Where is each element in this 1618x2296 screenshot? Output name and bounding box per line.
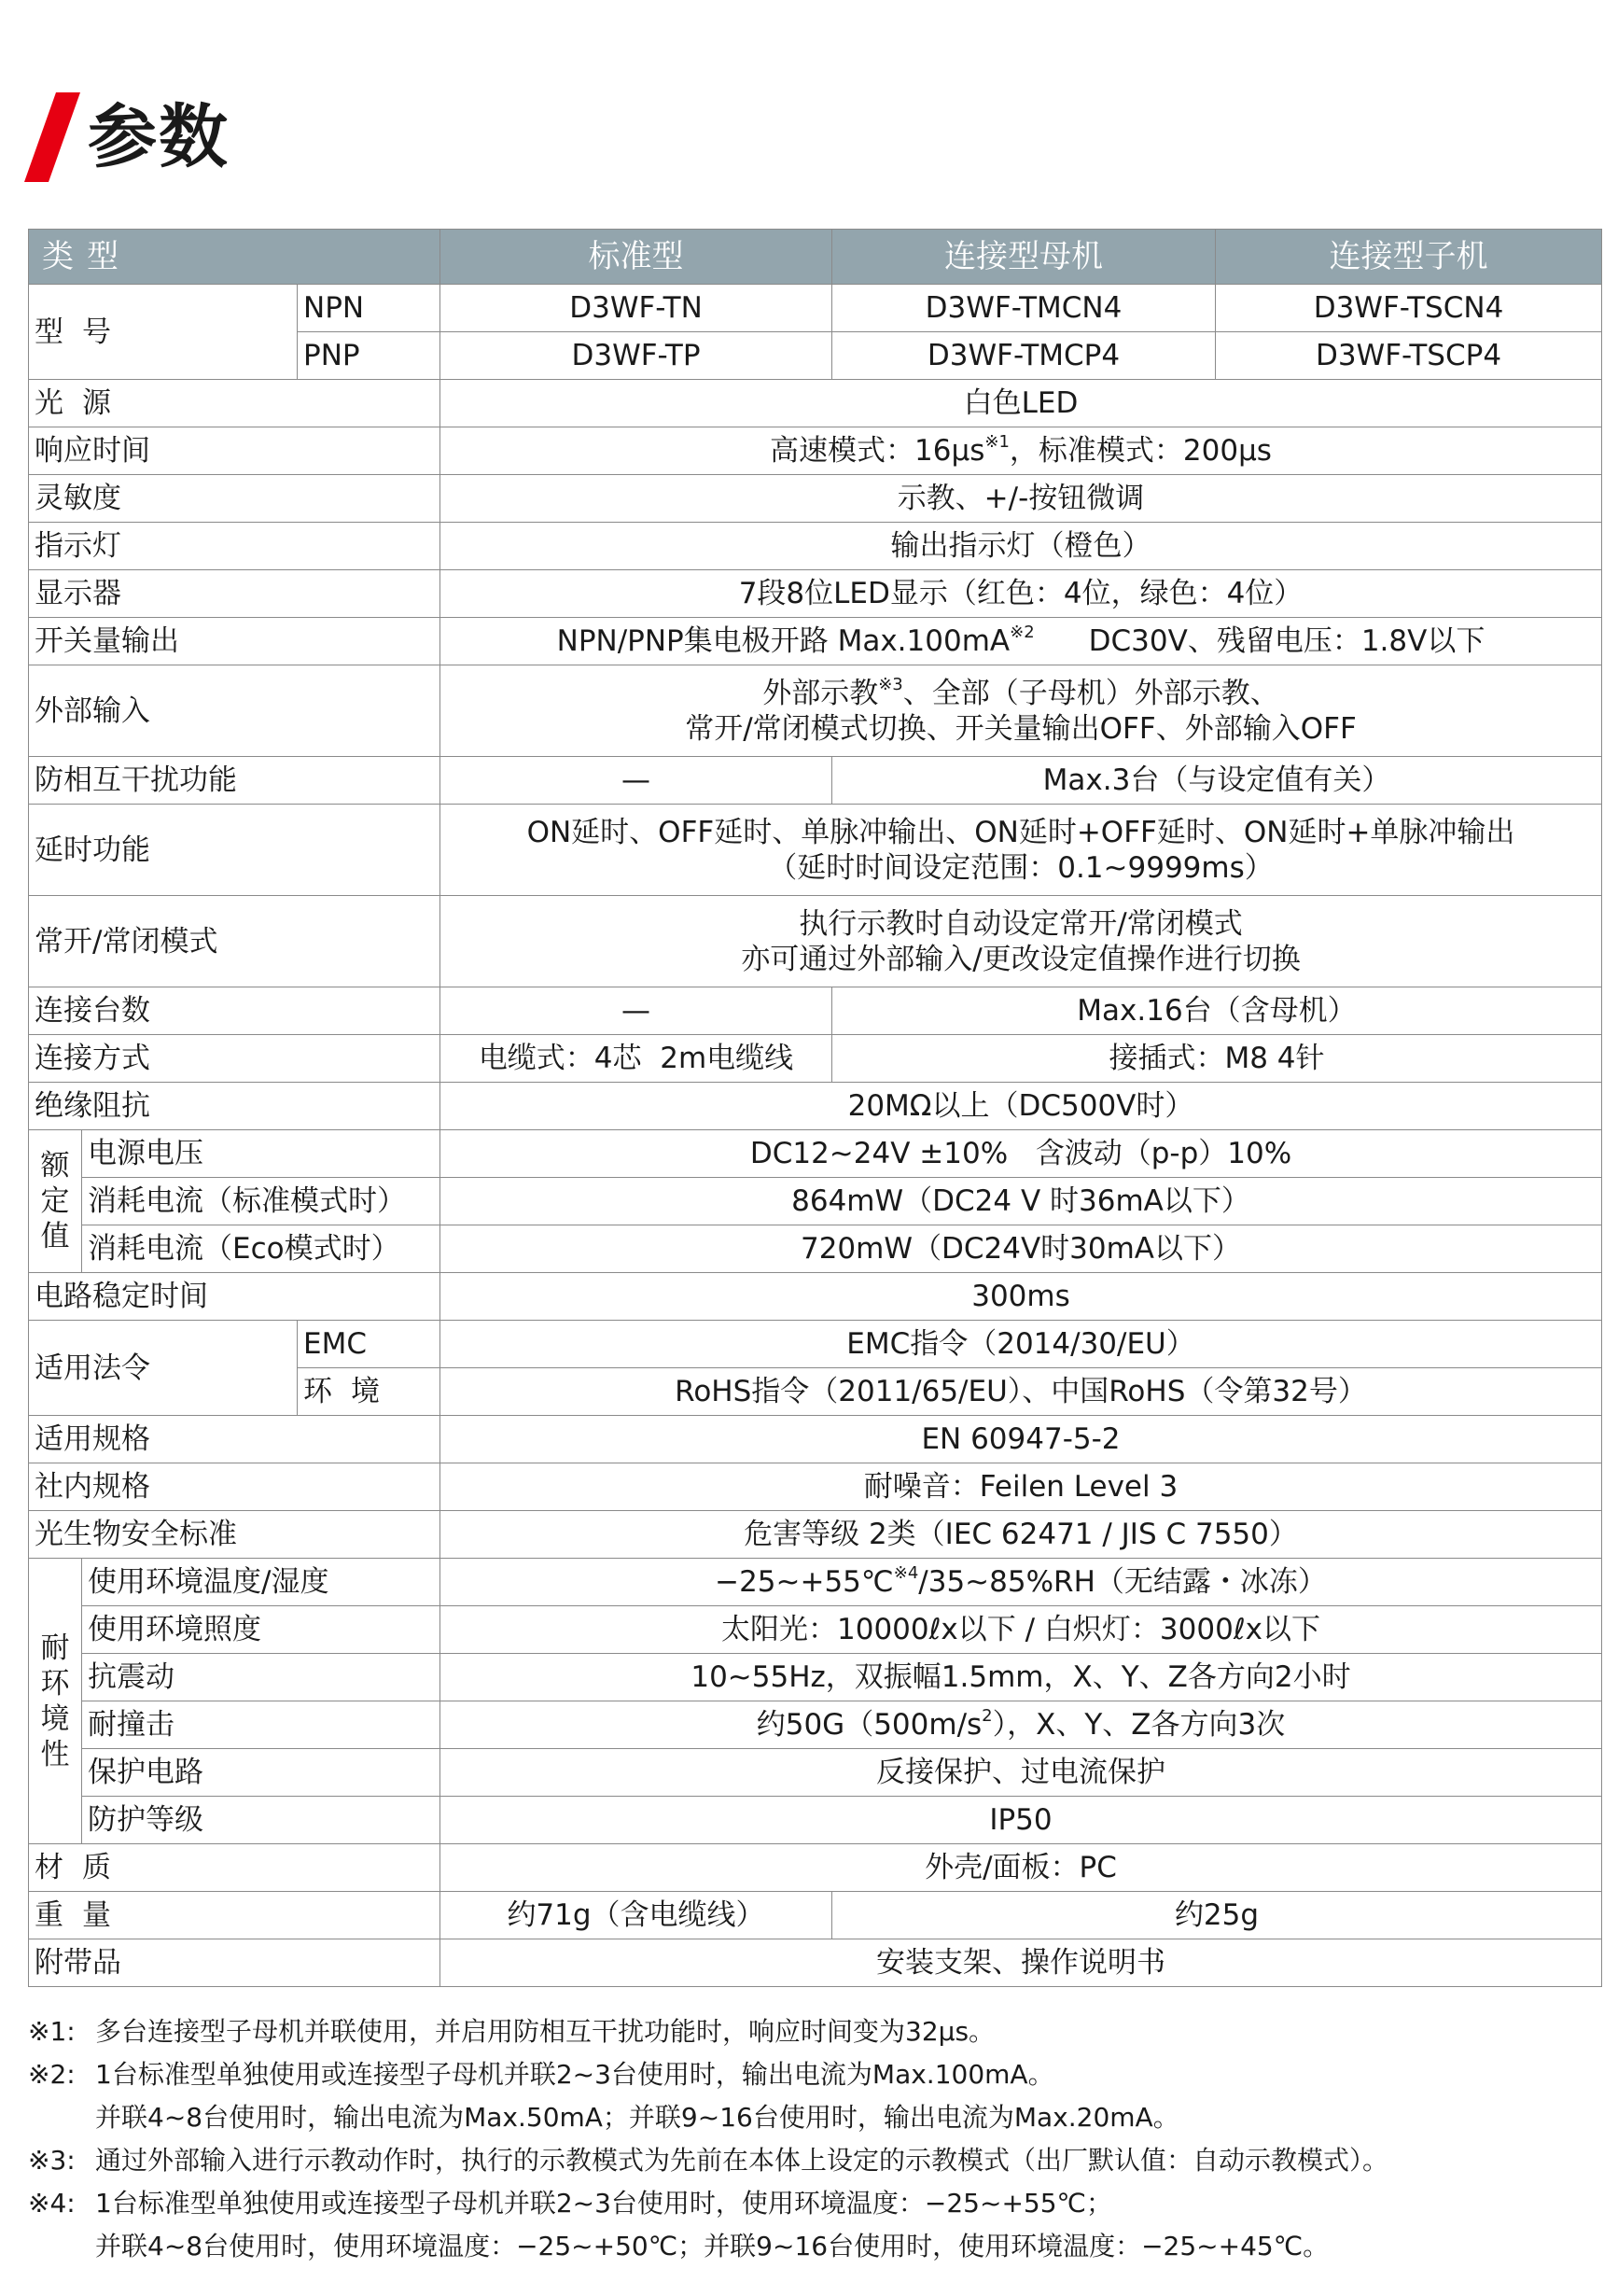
row-value: EN 60947-5-2 bbox=[440, 1416, 1602, 1463]
header-type: 类型 bbox=[29, 230, 440, 285]
row-value: 危害等级 2类（IEC 62471 / JIS C 7550） bbox=[440, 1511, 1602, 1559]
table-row bbox=[29, 1083, 1602, 1130]
emc-label: EMC bbox=[298, 1321, 440, 1368]
rated-group-label: 额 定 值 bbox=[29, 1130, 82, 1273]
row-label: 材质 bbox=[29, 1844, 440, 1892]
table-row bbox=[29, 1844, 1602, 1892]
row-label: 消耗电流（标准模式时） bbox=[82, 1178, 440, 1225]
row-value: NPN/PNP集电极开路 $Max.100mA^{※2}$ DC30V、残留电压：1.8V以下 bbox=[440, 618, 1602, 665]
row-value: 约25g bbox=[832, 1892, 1602, 1939]
row-label: 适用法令 bbox=[29, 1321, 298, 1416]
row-label: 连接方式 bbox=[29, 1035, 440, 1083]
table-row bbox=[29, 1463, 1602, 1511]
row-value: 300ms bbox=[440, 1273, 1602, 1321]
row-value: 10~55Hz，双振幅1.5mm，X、Y、Z各方向2小时 bbox=[440, 1654, 1602, 1701]
row-value: 接插式：M8 4针 bbox=[832, 1035, 1602, 1083]
spec-table bbox=[28, 229, 1602, 1987]
table-row bbox=[29, 427, 1602, 475]
footnote bbox=[28, 2053, 1605, 2096]
page-title: 参数 bbox=[88, 97, 230, 177]
table-row bbox=[29, 1178, 1602, 1225]
row-value: 执行示教时自动设定常开/常闭模式 亦可通过外部输入/更改设定值操作进行切换 bbox=[440, 896, 1602, 987]
table-row bbox=[29, 285, 1602, 332]
row-label: 常开/常闭模式 bbox=[29, 896, 440, 987]
row-value: 示教、+/-按钮微调 bbox=[440, 475, 1602, 523]
row-label: 附带品 bbox=[29, 1939, 440, 1987]
row-value: 约$50G(500m/s^2)$，X、Y、Z各方向3次 bbox=[440, 1701, 1602, 1749]
footnote-text: 并联4~8台使用时，使用环境温度：−25~+50℃；并联9~16台使用时，使用环境温度：−25~+45℃。 bbox=[95, 2231, 1330, 2261]
row-label: 社内规格 bbox=[29, 1463, 440, 1511]
row-label: 外部输入 bbox=[29, 665, 440, 757]
header-slave: 连接型子机 bbox=[1216, 230, 1602, 285]
footnote bbox=[28, 2139, 1605, 2182]
row-value: RoHS指令（2011/65/EU）、中国RoHS（令第32号） bbox=[440, 1368, 1602, 1416]
row-label: 绝缘阻抗 bbox=[29, 1083, 440, 1130]
model-cell: D3WF-TMCN4 bbox=[832, 285, 1216, 332]
row-label: 开关量输出 bbox=[29, 618, 440, 665]
row-label: 防相互干扰功能 bbox=[29, 757, 440, 805]
table-row bbox=[29, 1130, 1602, 1178]
row-label: 适用规格 bbox=[29, 1416, 440, 1463]
footnote-text: 多台连接型子母机并联使用，并启用防相互干扰功能时，响应时间变为32μs。 bbox=[95, 2016, 996, 2047]
table-row bbox=[29, 475, 1602, 523]
table-row bbox=[29, 1797, 1602, 1844]
model-cell: D3WF-TSCN4 bbox=[1216, 285, 1602, 332]
footnote-id: ※3: bbox=[28, 2145, 76, 2176]
npn-label: NPN bbox=[298, 285, 440, 332]
row-value: 太阳光：10000ℓx以下 / 白炽灯：3000ℓx以下 bbox=[440, 1606, 1602, 1654]
row-value: −25~+55℃$^{※4}$/35~85%RH（无结露・冰冻） bbox=[440, 1559, 1602, 1606]
row-value: DC12~24V ±10% 含波动（p-p）10% bbox=[440, 1130, 1602, 1178]
table-row bbox=[29, 618, 1602, 665]
model-cell: D3WF-TP bbox=[440, 332, 832, 380]
row-value: 外壳/面板：PC bbox=[440, 1844, 1602, 1892]
row-label: 光源 bbox=[29, 380, 440, 427]
footnote-id: ※1: bbox=[28, 2016, 76, 2047]
table-row bbox=[29, 1416, 1602, 1463]
row-label: 显示器 bbox=[29, 570, 440, 618]
table-row bbox=[29, 1606, 1602, 1654]
table-row bbox=[29, 987, 1602, 1035]
table-row bbox=[29, 523, 1602, 570]
model-cell: D3WF-TN bbox=[440, 285, 832, 332]
table-row bbox=[29, 896, 1602, 987]
row-value: 高速模式：$16\mu s^{※1}$，标准模式：200μs bbox=[440, 427, 1602, 475]
row-label: 型号 bbox=[29, 285, 298, 380]
row-value: 输出指示灯（橙色） bbox=[440, 523, 1602, 570]
row-label: 电路稳定时间 bbox=[29, 1273, 440, 1321]
footnote-id: ※2: bbox=[28, 2059, 76, 2090]
row-label: 灵敏度 bbox=[29, 475, 440, 523]
table-row bbox=[29, 1749, 1602, 1797]
row-label: 延时功能 bbox=[29, 805, 440, 896]
row-value: 反接保护、过电流保护 bbox=[440, 1749, 1602, 1797]
model-cell: D3WF-TSCP4 bbox=[1216, 332, 1602, 380]
table-row bbox=[29, 380, 1602, 427]
table-row bbox=[29, 757, 1602, 805]
table-row bbox=[29, 1654, 1602, 1701]
table-row bbox=[29, 1225, 1602, 1273]
row-label: 重量 bbox=[29, 1892, 440, 1939]
row-label: 连接台数 bbox=[29, 987, 440, 1035]
red-slash-icon bbox=[24, 92, 80, 182]
row-label: 指示灯 bbox=[29, 523, 440, 570]
row-label: 响应时间 bbox=[29, 427, 440, 475]
header-master: 连接型母机 bbox=[832, 230, 1216, 285]
pnp-label: PNP bbox=[298, 332, 440, 380]
row-value: 20MΩ以上（DC500V时） bbox=[440, 1083, 1602, 1130]
row-label: 消耗电流（Eco模式时） bbox=[82, 1225, 440, 1273]
env-label: 环境 bbox=[298, 1368, 440, 1416]
row-value: IP50 bbox=[440, 1797, 1602, 1844]
footnote-text: 1台标准型单独使用或连接型子母机并联2~3台使用时，使用环境温度：−25~+55℃； bbox=[95, 2188, 1112, 2219]
row-label: 耐撞击 bbox=[82, 1701, 440, 1749]
footnote bbox=[28, 2182, 1605, 2225]
footnote bbox=[28, 2010, 1605, 2053]
table-row bbox=[29, 1559, 1602, 1606]
row-value: 7段8位LED显示（红色：4位，绿色：4位） bbox=[440, 570, 1602, 618]
env-group-label: 耐 环 境 性 bbox=[29, 1559, 82, 1844]
row-value: — bbox=[440, 757, 832, 805]
footnote-text: 1台标准型单独使用或连接型子母机并联2~3台使用时，输出电流为Max.100mA。 bbox=[95, 2059, 1054, 2090]
table-row bbox=[29, 1892, 1602, 1939]
row-label: 使用环境温度/湿度 bbox=[82, 1559, 440, 1606]
footnote-text: 通过外部输入进行示教动作时，执行的示教模式为先前在本体上设定的示教模式（出厂默认值：自动示教模式）。 bbox=[95, 2145, 1389, 2176]
row-value: 约71g（含电缆线） bbox=[440, 1892, 832, 1939]
table-row bbox=[29, 1511, 1602, 1559]
footnote-id: ※4: bbox=[28, 2188, 76, 2219]
header-standard: 标准型 bbox=[440, 230, 832, 285]
row-label: 光生物安全标准 bbox=[29, 1511, 440, 1559]
footnote-text: 并联4~8台使用时，输出电流为Max.50mA；并联9~16台使用时，输出电流为Max.20mA。 bbox=[95, 2102, 1179, 2133]
row-value: EMC指令（2014/30/EU） bbox=[440, 1321, 1602, 1368]
table-row bbox=[29, 1035, 1602, 1083]
table-row bbox=[29, 1321, 1602, 1368]
row-value: 外部示教$^{※3}$、全部（子母机）外部示教、 常开/常闭模式切换、开关量输出OFF、外部输入OFF bbox=[440, 665, 1602, 757]
row-value: Max.3台（与设定值有关） bbox=[832, 757, 1602, 805]
row-label: 保护电路 bbox=[82, 1749, 440, 1797]
row-value: — bbox=[440, 987, 832, 1035]
table-row bbox=[29, 1939, 1602, 1987]
row-value: 720mW（DC24V时30mA以下） bbox=[440, 1225, 1602, 1273]
row-value: ON延时、OFF延时、单脉冲输出、ON延时+OFF延时、ON延时+单脉冲输出 （延时时间设定范围：0.1~9999ms） bbox=[440, 805, 1602, 896]
row-label: 使用环境照度 bbox=[82, 1606, 440, 1654]
model-cell: D3WF-TMCP4 bbox=[832, 332, 1216, 380]
row-value: 电缆式：4芯 2m电缆线 bbox=[440, 1035, 832, 1083]
row-label: 抗震动 bbox=[82, 1654, 440, 1701]
table-row bbox=[29, 665, 1602, 757]
row-value: 安装支架、操作说明书 bbox=[440, 1939, 1602, 1987]
row-label: 防护等级 bbox=[82, 1797, 440, 1844]
table-row bbox=[29, 805, 1602, 896]
row-value: 864mW（DC24 V 时36mA以下） bbox=[440, 1178, 1602, 1225]
row-value: Max.16台（含母机） bbox=[832, 987, 1602, 1035]
row-value: 白色LED bbox=[440, 380, 1602, 427]
table-row bbox=[29, 1701, 1602, 1749]
table-header bbox=[29, 230, 1602, 285]
row-value: 耐噪音：Feilen Level 3 bbox=[440, 1463, 1602, 1511]
table-row bbox=[29, 570, 1602, 618]
footnotes bbox=[28, 2010, 1605, 2268]
row-label: 电源电压 bbox=[82, 1130, 440, 1178]
table-row bbox=[29, 1273, 1602, 1321]
